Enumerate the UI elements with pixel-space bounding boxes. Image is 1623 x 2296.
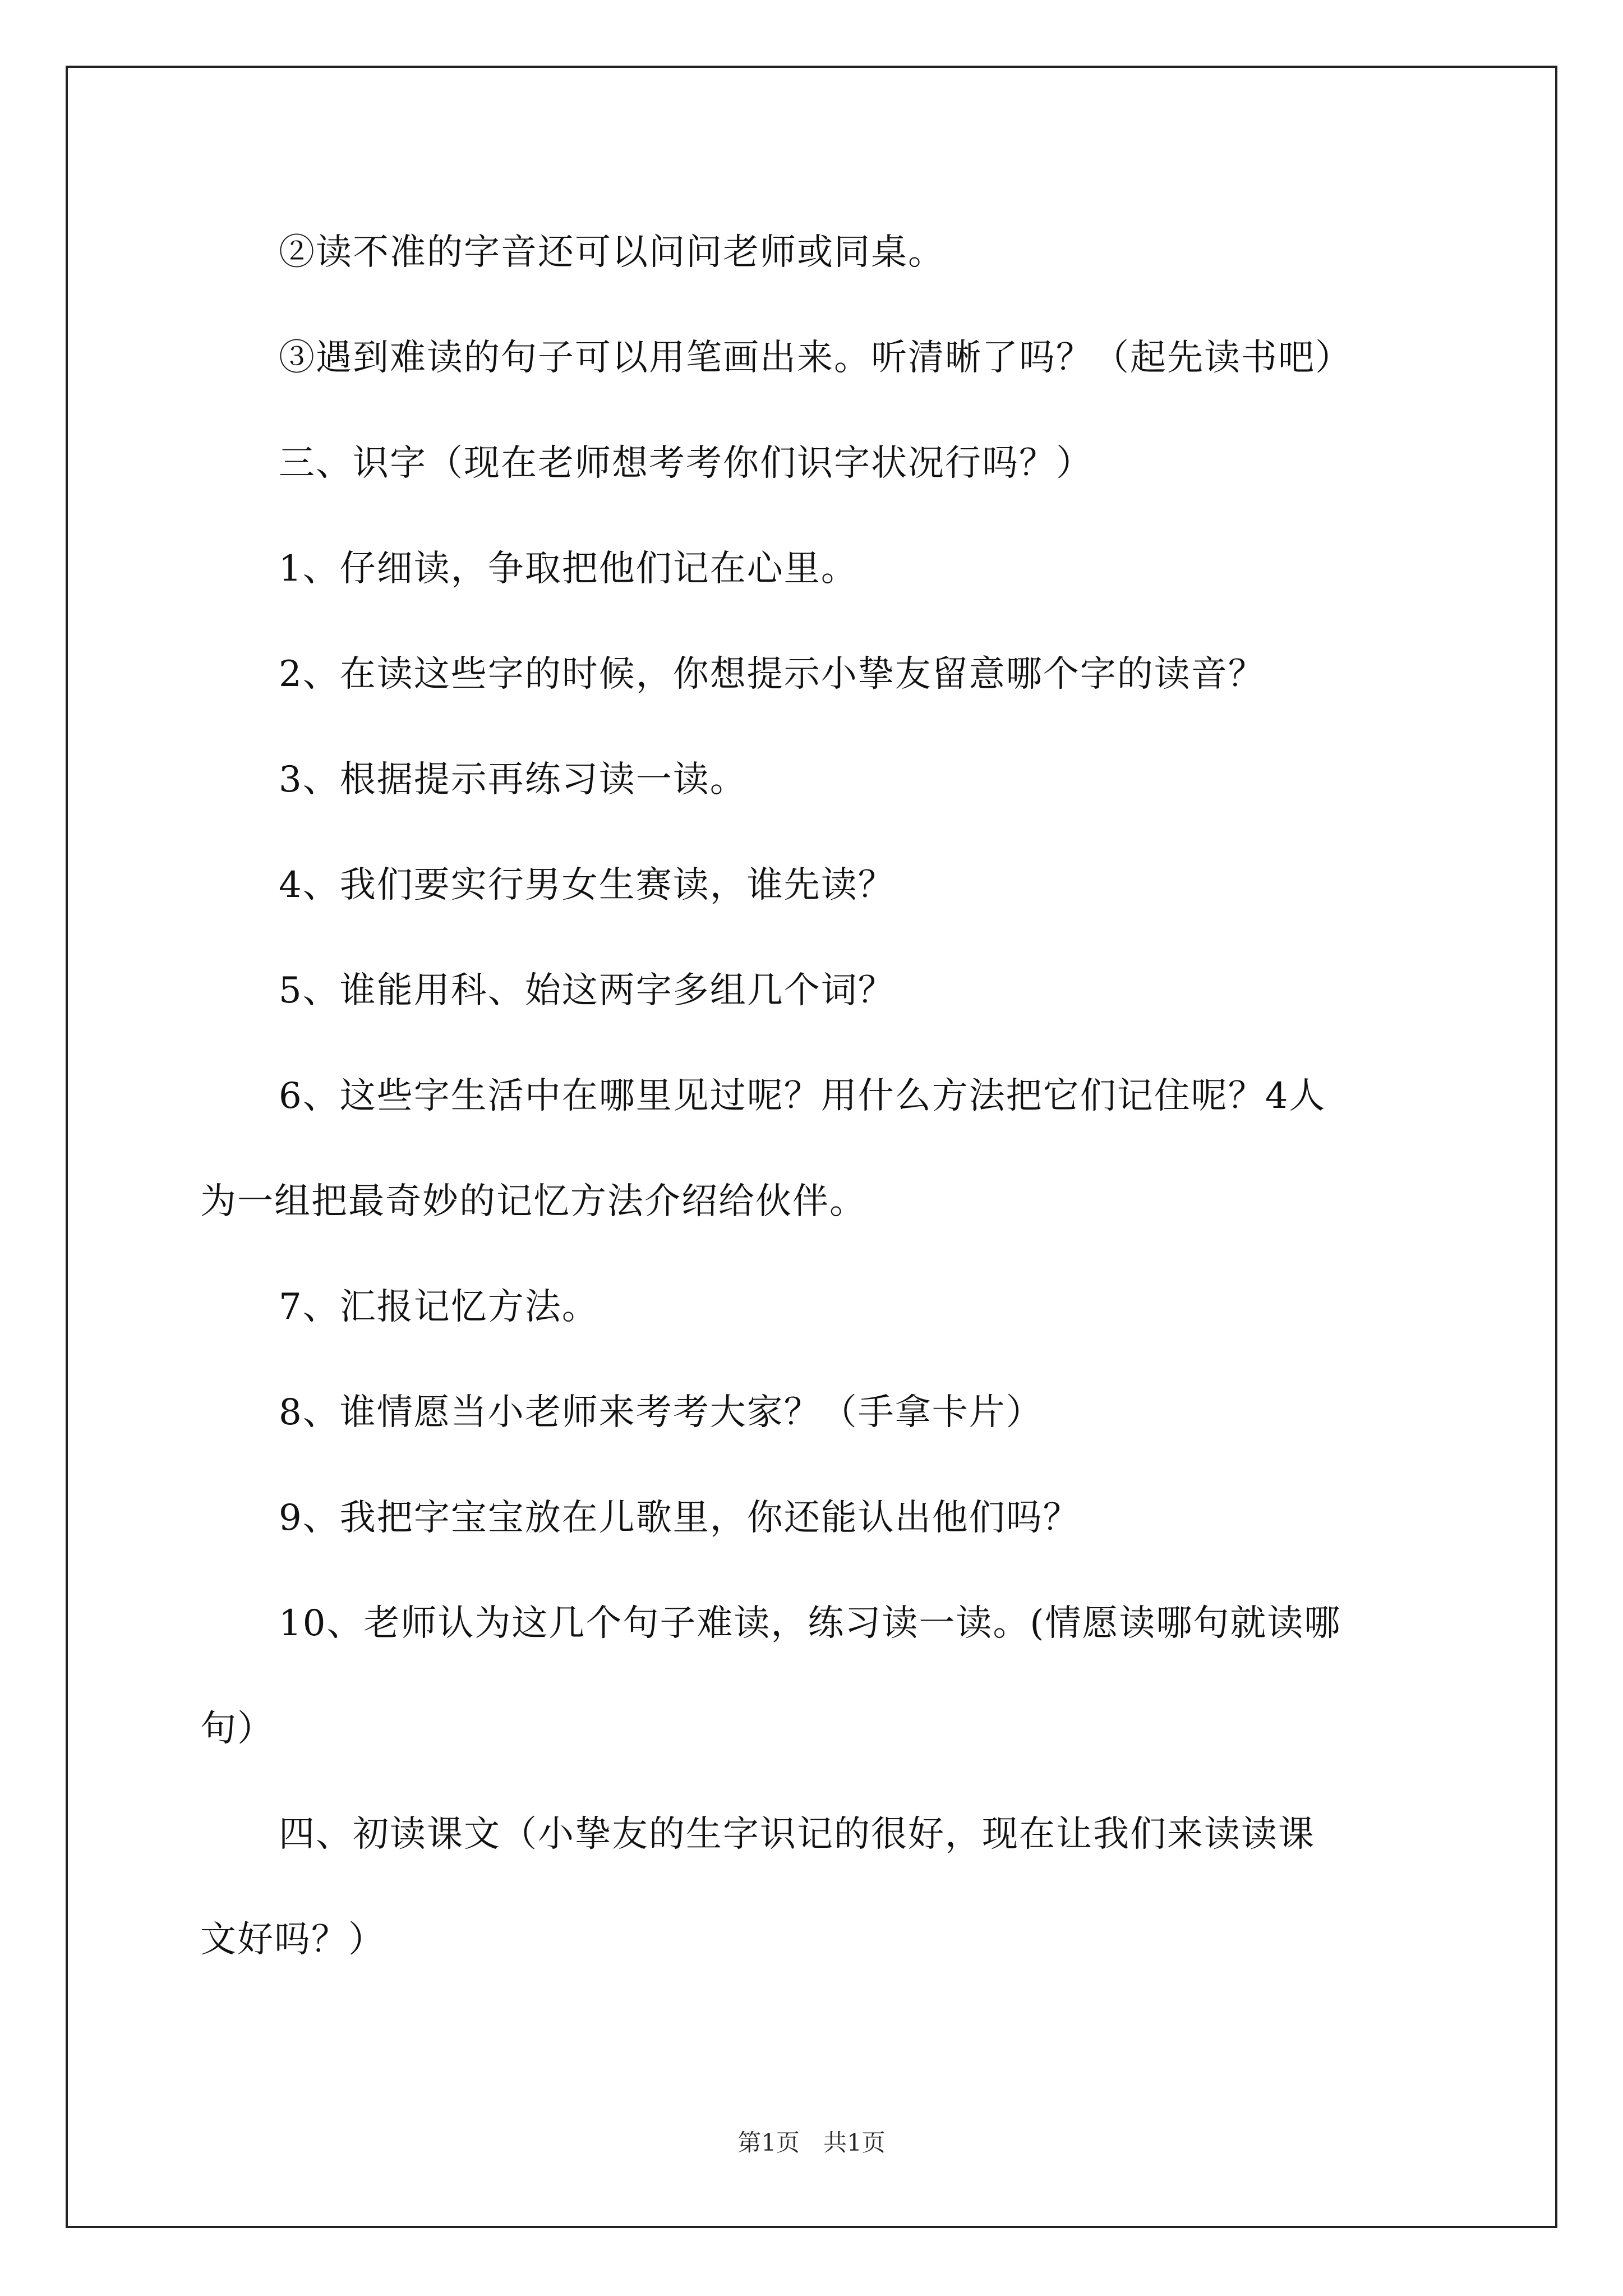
text-line: 2、在读这些字的时候，你想提示小挚友留意哪个字的读音？ xyxy=(279,654,1265,695)
text-line: 文好吗？） xyxy=(200,1919,385,1961)
text-line: 6、这些字生活中在哪里见过呢？用什么方法把它们记住呢？4人 xyxy=(279,1075,1326,1117)
page-border xyxy=(66,66,1557,2228)
text-line: ③遇到难读的句子可以用笔画出来。听清晰了吗？（起先读书吧） xyxy=(279,337,1352,379)
text-line: 7、汇报记忆方法。 xyxy=(279,1286,599,1328)
text-line: 句） xyxy=(200,1708,274,1750)
text-line: 5、谁能用科、始这两字多组几个词？ xyxy=(279,970,895,1011)
text-line: 9、我把字宝宝放在儿歌里，你还能认出他们吗？ xyxy=(279,1497,1080,1539)
page-footer: 第1页 共1页 xyxy=(737,2129,886,2156)
text-line: 1、仔细读，争取把他们记在心里。 xyxy=(279,548,858,590)
text-line: 3、根据提示再练习读一读。 xyxy=(279,759,747,800)
text-line: 10、老师认为这几个句子难读，练习读一读。(情愿读哪句就读哪 xyxy=(279,1603,1341,1644)
text-line: 四、初读课文（小挚友的生字识记的很好，现在让我们来读读课 xyxy=(279,1814,1315,1855)
text-line: 三、识字（现在老师想考考你们识字状况行吗？） xyxy=(279,443,1093,484)
text-line: 8、谁情愿当小老师来考考大家？（手拿卡片） xyxy=(279,1392,1043,1433)
text-line: 为一组把最奇妙的记忆方法介绍给伙伴。 xyxy=(200,1181,866,1222)
text-line: ②读不准的字音还可以问问老师或同桌。 xyxy=(279,232,945,273)
text-line: 4、我们要实行男女生赛读，谁先读？ xyxy=(279,864,895,906)
